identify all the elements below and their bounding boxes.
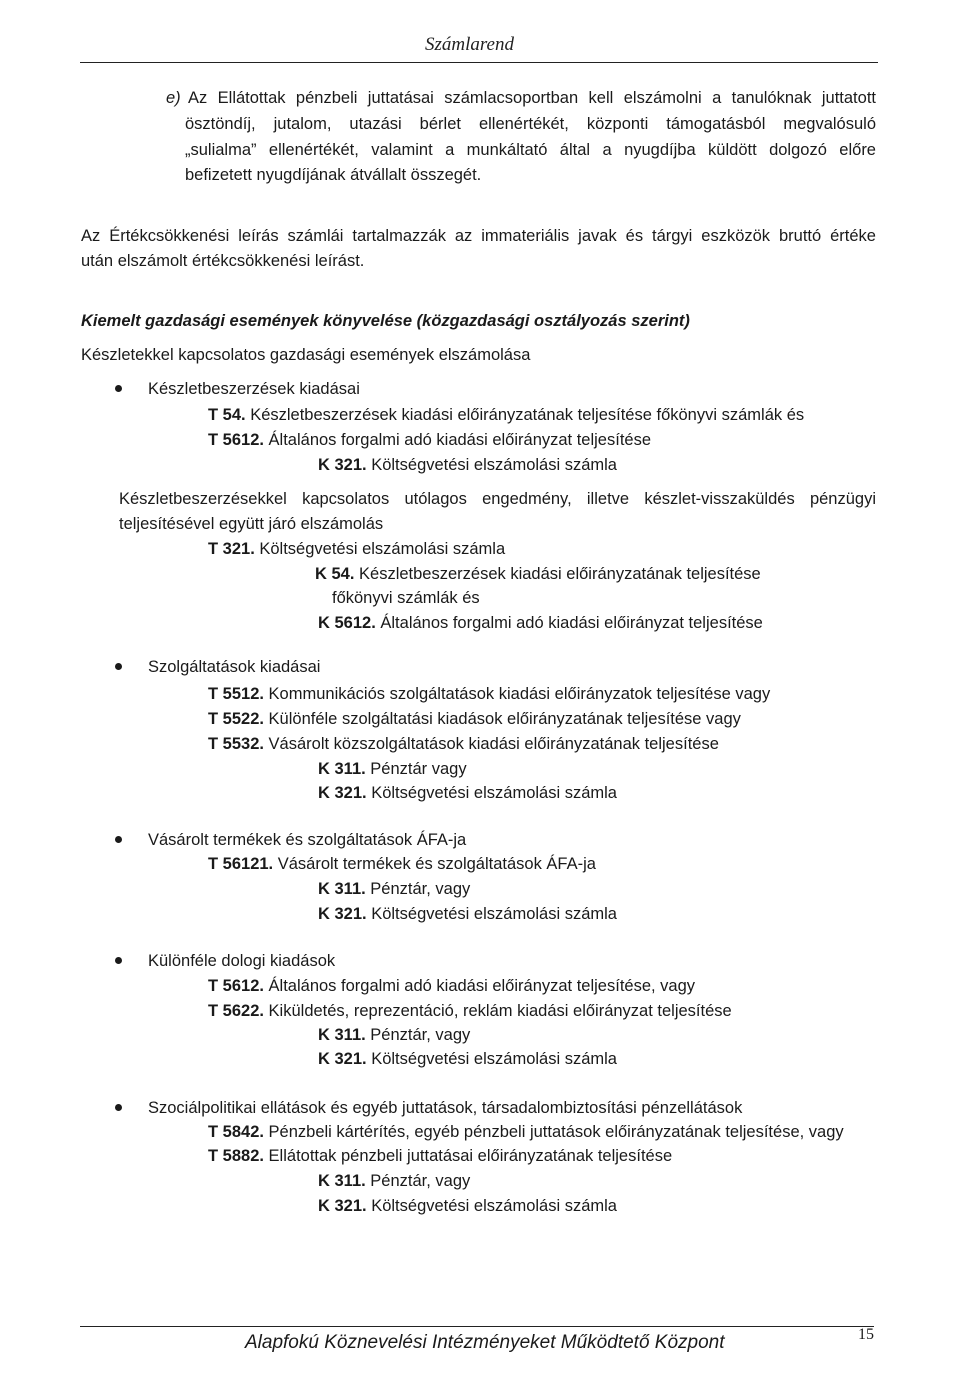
account-desc: Pénzbeli kártérítés, egyéb pénzbeli juttatások előirányzatának teljesítése, vagy	[263, 1123, 844, 1141]
dologi-title: Különféle dologi kiadások	[148, 952, 336, 970]
account-desc: Vásárolt közszolgáltatások kiadási előirányzatának teljesítése	[263, 735, 719, 753]
account-desc: Költségvetési elszámolási számla	[366, 905, 617, 923]
account-code: K 321.	[318, 905, 367, 923]
szocpol-entry-4	[318, 1196, 617, 1216]
subheading: Készletekkel kapcsolatos gazdasági események elszámolása	[81, 346, 531, 364]
utolagos-entry-1	[208, 539, 505, 559]
account-desc: Pénztár vagy	[365, 760, 467, 778]
account-code: K 54.	[315, 565, 355, 583]
afa-title: Vásárolt termékek és szolgáltatások ÁFA-ja	[148, 831, 467, 849]
utolagos-entry-2-cont: főkönyvi számlák és	[332, 589, 480, 607]
account-desc: Vásárolt termékek és szolgáltatások ÁFA-ja	[273, 855, 596, 873]
account-desc: Pénztár, vagy	[365, 1026, 471, 1044]
depreciation-paragraph-line-1: Az Értékcsökkenési leírás számlái tartalmazzák az immateriális javak és tárgyi eszközök bruttó értéke	[81, 227, 876, 245]
account-code: T 54.	[208, 406, 246, 424]
account-code: T 5842.	[208, 1123, 264, 1141]
account-desc: Általános forgalmi adó kiadási előirányzat teljesítése, vagy	[263, 977, 696, 995]
account-code: T 5512.	[208, 685, 264, 703]
account-desc: Költségvetési elszámolási számla	[366, 1050, 617, 1068]
account-code: T 5882.	[208, 1147, 264, 1165]
szolgaltatas-entry-5	[318, 783, 617, 803]
szolgaltatas-entry-4	[318, 759, 467, 779]
account-desc: Általános forgalmi adó kiadási előirányzat teljesítése	[375, 614, 763, 632]
account-code: T 5532.	[208, 735, 264, 753]
account-code: K 321.	[318, 784, 367, 802]
keszlet-entry-1	[208, 405, 804, 425]
account-desc: Általános forgalmi adó kiadási előirányzat teljesítése	[263, 431, 652, 449]
page-number: 15	[858, 1326, 874, 1343]
keszlet-title: Készletbeszerzések kiadásai	[148, 380, 360, 398]
item-e-line-2: ösztöndíj, jutalom, utazási bérlet ellenértékét, központi támogatásból megvalósuló	[185, 115, 876, 133]
item-e-line-3: „sulialma” ellenértékét, valamint a munkáltató által a nyugdíjba küldött dolgozó előre	[185, 141, 876, 159]
bullet-dologi	[115, 957, 122, 964]
dologi-entry-4	[318, 1049, 617, 1069]
account-code: K 321.	[318, 1197, 367, 1215]
bullet-afa	[115, 836, 122, 843]
account-desc: Költségvetési elszámolási számla	[366, 456, 617, 474]
utolagos-entry-3	[318, 613, 763, 633]
account-desc: Költségvetési elszámolási számla	[254, 540, 506, 558]
account-code: K 5612.	[318, 614, 376, 632]
bullet-szolgaltatas	[115, 663, 122, 670]
account-code: K 311.	[318, 1026, 366, 1044]
afa-entry-1	[208, 854, 596, 874]
account-code: K 311.	[318, 880, 366, 898]
utolagos-line-1: Készletbeszerzésekkel kapcsolatos utólagos engedmény, illetve készlet-visszaküldés pénzügyi	[119, 490, 876, 508]
dologi-entry-1	[208, 976, 695, 996]
keszlet-entry-2	[208, 430, 651, 450]
header-rule	[80, 62, 878, 63]
szocpol-entry-1	[208, 1122, 844, 1142]
account-code: K 311.	[318, 1172, 366, 1190]
item-e-line-1: Az Ellátottak pénzbeli juttatásai számlacsoportban kell elszámolni a tanulóknak juttatott	[188, 89, 876, 107]
utolagos-entry-2	[315, 564, 761, 584]
account-code: K 321.	[318, 1050, 367, 1068]
szolgaltatas-entry-1	[208, 684, 770, 704]
account-code: T 321.	[208, 540, 255, 558]
item-e-label: e)	[166, 89, 181, 107]
dologi-entry-2	[208, 1001, 732, 1021]
utolagos-line-2: teljesítésével együtt járó elszámolás	[119, 515, 384, 533]
afa-entry-2	[318, 879, 470, 899]
item-e-line-4: befizetett nyugdíjának átvállalt összegét.	[185, 166, 482, 184]
account-desc: Ellátottak pénzbeli juttatásai előirányzatának teljesítése	[263, 1147, 673, 1165]
account-desc: Költségvetési elszámolási számla	[366, 1197, 617, 1215]
depreciation-paragraph-line-2: után elszámolt értékcsökkenési leírást.	[81, 252, 365, 270]
account-code: K 321.	[318, 456, 367, 474]
afa-entry-3	[318, 904, 617, 924]
account-code: T 5522.	[208, 710, 264, 728]
account-code: T 56121.	[208, 855, 274, 873]
footer-rule	[80, 1326, 874, 1327]
szolgaltatas-entry-2	[208, 709, 741, 729]
szocpol-title: Szociálpolitikai ellátások és egyéb juttatások, társadalombiztosítási pénzellátások	[148, 1099, 743, 1117]
account-desc: Készletbeszerzések kiadási előirányzatának teljesítése	[354, 565, 761, 583]
account-desc: Pénztár, vagy	[365, 880, 471, 898]
account-code: T 5612.	[208, 977, 264, 995]
account-desc: Kiküldetés, reprezentáció, reklám kiadási előirányzat teljesítése	[263, 1002, 732, 1020]
account-code: T 5612.	[208, 431, 264, 449]
szocpol-entry-2	[208, 1146, 672, 1166]
account-desc: Pénztár, vagy	[365, 1172, 471, 1190]
szocpol-entry-3	[318, 1171, 470, 1191]
section-heading: Kiemelt gazdasági események könyvelése (közgazdasági osztályozás szerint)	[81, 312, 690, 330]
account-code: T 5622.	[208, 1002, 264, 1020]
keszlet-entry-3	[318, 455, 617, 475]
szolgaltatas-title: Szolgáltatások kiadásai	[148, 658, 321, 676]
bullet-keszlet	[115, 385, 122, 392]
page-header-title: Számlarend	[424, 34, 514, 55]
dologi-entry-3	[318, 1025, 470, 1045]
szolgaltatas-entry-3	[208, 734, 719, 754]
account-desc: Készletbeszerzések kiadási előirányzatának teljesítése főkönyvi számlák és	[245, 406, 805, 424]
account-desc: Költségvetési elszámolási számla	[366, 784, 617, 802]
account-desc: Különféle szolgáltatási kiadások előirányzatának teljesítése vagy	[263, 710, 741, 728]
footer-text: Alapfokú Köznevelési Intézményeket Működtető Központ	[245, 1332, 725, 1353]
account-desc: Kommunikációs szolgáltatások kiadási előirányzatok teljesítése vagy	[263, 685, 771, 703]
account-code: K 311.	[318, 760, 366, 778]
bullet-szocpol	[115, 1104, 122, 1111]
